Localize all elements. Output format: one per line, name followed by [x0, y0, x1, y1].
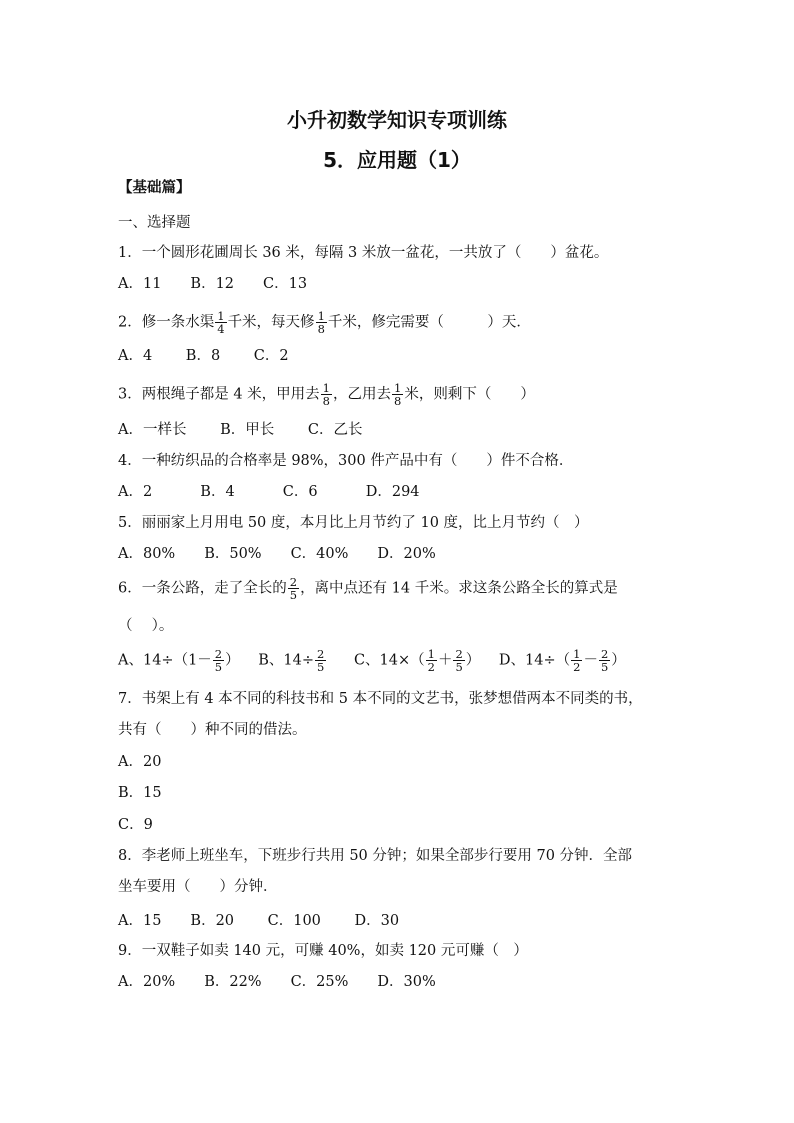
q2-text-a: 2．修一条水渠 — [118, 314, 215, 331]
question-9-options: A．20% B．22% C．25% D．30% — [118, 974, 436, 990]
q3-text-a: 3．两根绳子都是 4 米，甲用去 — [118, 386, 320, 403]
fraction: $\frac{2}{5}$ — [317, 647, 325, 674]
fraction: $\frac{1}{2}$ — [573, 647, 581, 674]
question-4: 4．一种纺织品的合格率是 98%，300 件产品中有（ ）件不合格． — [118, 453, 574, 469]
question-4-options: A．2 B．4 C．6 D．294 — [118, 484, 420, 500]
fraction: $\frac{2}{5}$ — [289, 575, 298, 602]
q6-option-b: B、14÷ $\frac{2}{5}$ — [258, 647, 325, 674]
question-5-options: A．80% B．50% C．40% D．20% — [118, 546, 436, 562]
question-2 — [118, 310, 531, 335]
document-title: 小升初数学知识专项训练 — [287, 108, 507, 132]
fraction: $\frac{1}{4}$ — [217, 309, 225, 336]
question-7-continuation: 共有（ ）种不同的借法。 — [118, 722, 307, 738]
question-8-options: A．15 B．20 C．100 D．30 — [118, 913, 400, 929]
fraction: $\frac{1}{8}$ — [394, 381, 402, 408]
question-7-option-c: C．9 — [118, 817, 153, 833]
part-heading: 一、选择题 — [118, 215, 191, 231]
fraction: $\frac{1}{8}$ — [322, 381, 330, 408]
q2-text-b: 千米，每天修 — [227, 314, 315, 331]
fraction: $\frac{1}{8}$ — [317, 309, 325, 336]
fraction: $\frac{2}{5}$ — [214, 647, 223, 674]
question-6 — [118, 576, 618, 601]
section-heading: 【基础篇】 — [118, 180, 191, 196]
fraction: $\frac{2}{5}$ — [455, 647, 463, 674]
question-6-options — [118, 648, 626, 673]
question-1: 1．一个圆形花圃周长 36 米，每隔 3 米放一盆花，一共放了（ ）盆花。 — [118, 245, 609, 261]
question-5: 5．丽丽家上月用电 50 度，本月比上月节约了 10 度，比上月节约（ ） — [118, 515, 589, 531]
document-subtitle: 5．应用题（1） — [323, 148, 471, 172]
q6-option-d: D、14÷（ $\frac{1}{2}$ － $\frac{2}{5}$ ） — [498, 647, 626, 674]
question-8-continuation: 坐车要用（ ）分钟． — [118, 879, 278, 895]
fraction: $\frac{1}{2}$ — [427, 647, 435, 674]
q6-option-a: A、14÷（1－ $\frac{2}{5}$ ） — [118, 647, 240, 674]
question-7-option-b: B．15 — [118, 785, 162, 801]
question-3 — [118, 382, 535, 407]
q6-option-c: C、14×（ $\frac{1}{2}$ ＋ $\frac{2}{5}$ ） — [353, 647, 481, 674]
question-8: 8．李老师上班坐车，下班步行共用 50 分钟；如果全部步行要用 70 分钟．全部 — [118, 848, 633, 864]
question-7: 7．书架上有 4 本不同的科技书和 5 本不同的文艺书，张梦想借两本不同类的书， — [118, 691, 643, 707]
question-9: 9．一双鞋子如卖 140 元，可赚 40%，如卖 120 元可赚（ ） — [118, 943, 528, 959]
q3-text-b: ，乙用去 — [333, 386, 391, 403]
q3-text-c: 米，则剩下（ ） — [404, 386, 535, 403]
fraction: $\frac{2}{5}$ — [600, 647, 609, 674]
question-7-option-a: A．20 — [118, 754, 162, 770]
question-1-options: A．11 B．12 C．13 — [118, 276, 308, 292]
q2-text-c: 千米，修完需要（ ）天． — [327, 314, 531, 331]
question-6-continuation: （ ）。 — [118, 618, 174, 634]
question-3-options: A．一样长 B．甲长 C．乙长 — [118, 422, 363, 438]
q6-text-a: 6．一条公路，走了全长的 — [118, 580, 287, 597]
q6-text-b: ，离中点还有 14 千米。求这条公路全长的算式是 — [300, 580, 618, 597]
question-2-options: A．4 B．8 C．2 — [118, 348, 289, 364]
